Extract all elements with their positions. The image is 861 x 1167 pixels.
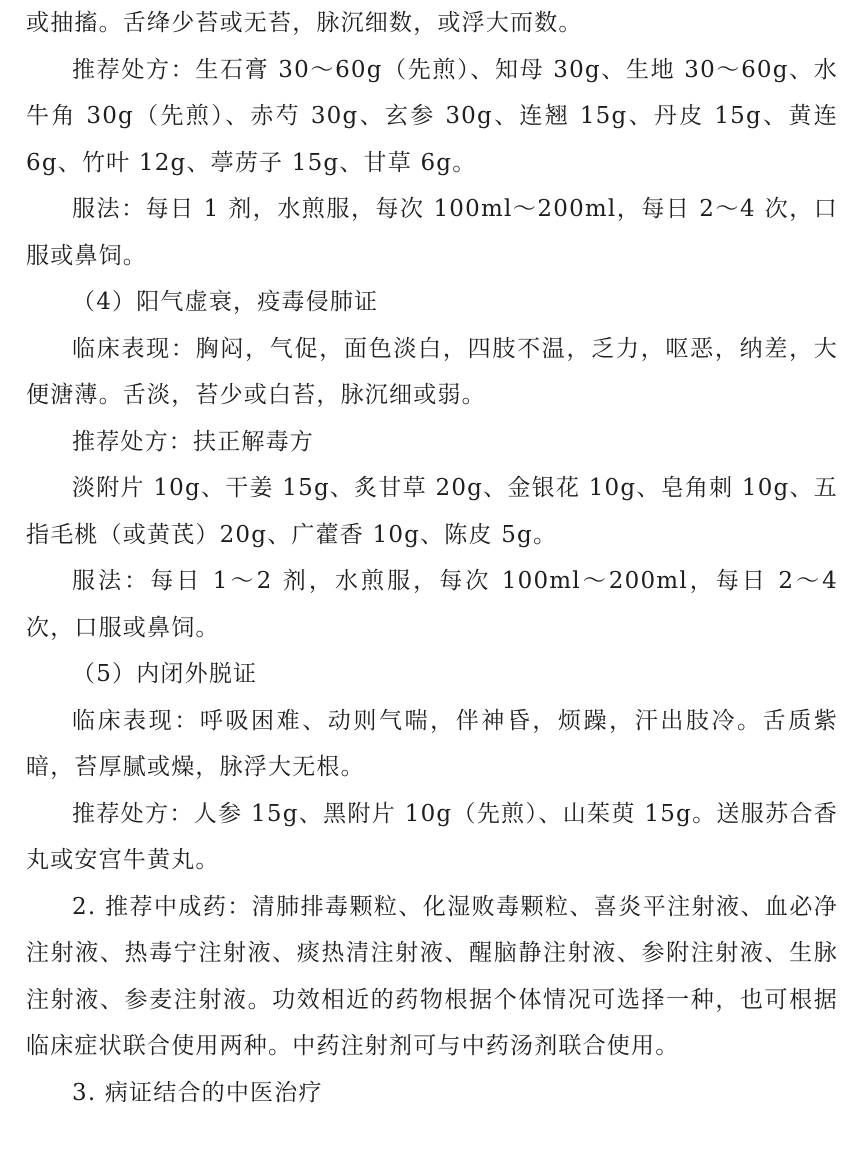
paragraph-continuation: 或抽搐。舌绛少苔或无苔，脉沉细数，或浮大而数。	[26, 10, 583, 36]
dosage-paragraph: 服法：每日 1 剂，水煎服，每次 100ml～200ml，每日 2～4 次，口服或鼻饲。	[26, 196, 838, 269]
clinical-presentation-paragraph: 临床表现：呼吸困难、动则气喘，伴神昏，烦躁，汗出肢冷。舌质紫暗，苔厚腻或燥，脉浮大无根。	[26, 707, 838, 780]
dosage-paragraph: 服法：每日 1～2 剂，水煎服，每次 100ml～200ml，每日 2～4 次，口服或鼻饲。	[26, 568, 838, 641]
section-heading-5: （5）内闭外脱证	[72, 661, 258, 687]
document-page	[26, 0, 838, 1116]
section-heading-3: 3. 病证结合的中医治疗	[72, 1079, 323, 1106]
recommended-medicines-paragraph: 2. 推荐中成药：清肺排毒颗粒、化湿败毒颗粒、喜炎平注射液、血必净注射液、热毒宁注射液、痰热清注射液、醒脑静注射液、参附注射液、生脉注射液、参麦注射液。功效相近的药物根据个体情况可选择一种，也可根据临床症状联合使用两种。中药注射剂可与中药汤剂联合使用。	[26, 893, 838, 1059]
clinical-presentation-paragraph: 临床表现：胸闷，气促，面色淡白，四肢不温，乏力，呕恶，纳差，大便溏薄。舌淡，苔少或白苔，脉沉细或弱。	[26, 335, 838, 408]
prescription-paragraph: 推荐处方：生石膏 30～60g（先煎）、知母 30g、生地 30～60g、水牛角 30g（先煎）、赤芍 30g、玄参 30g、连翘 15g、丹皮 15g、黄连 6g、竹叶 12g、葶苈子 15g、甘草 6g。	[26, 56, 838, 176]
prescription-ingredients-paragraph: 淡附片 10g、干姜 15g、炙甘草 20g、金银花 10g、皂角刺 10g、五指毛桃（或黄芪）20g、广藿香 10g、陈皮 5g。	[26, 475, 838, 548]
section-heading-4: （4）阳气虚衰，疫毒侵肺证	[72, 289, 379, 315]
prescription-title-paragraph: 推荐处方：扶正解毒方	[72, 428, 314, 455]
prescription-paragraph: 推荐处方：人参 15g、黑附片 10g（先煎）、山茱萸 15g。送服苏合香丸或安宫牛黄丸。	[26, 800, 838, 873]
